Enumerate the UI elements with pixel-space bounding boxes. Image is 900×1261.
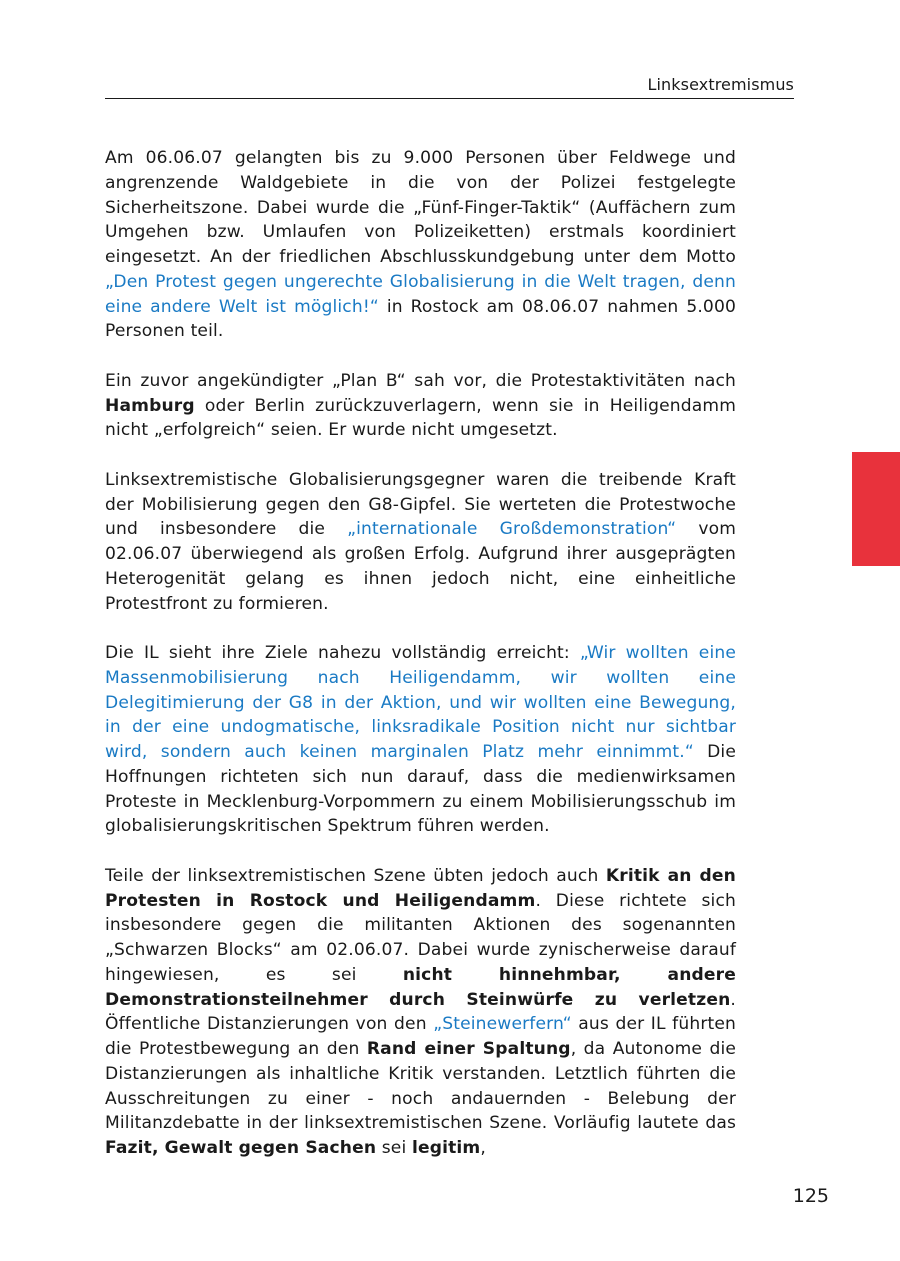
text-run: Die Hoffnungen richteten sich nun darauf, dass die medienwirksamen Proteste in Mecklenburg-Vorpommern zu einem Mobilisierungsschub im globalisierungskritischen Spektrum führen werden. [105,742,736,837]
paragraph [105,146,736,344]
running-header: Linksextremismus [647,75,794,94]
text-run: . Öffentliche Distanzierungen von den [105,989,736,1035]
quoted-text: „Wir wollten eine Massenmobilisierung nach Heiligendamm, wir wollten eine Delegitimierung der G8 in der Aktion, und wir wollten eine Bewegung, in der eine undogmatische, linksradikale Position nicht nur sichtbar wird, sondern auch keinen marginalen Platz mehr einnimmt.“ [105,643,737,762]
text-run: Am 06.06.07 gelangten bis zu 9.000 Personen über Feldwege und angrenzende Waldgebiete in die von der Polizei festgelegte Sicherheitszone. Dabei wurde die „Fünf-Finger-Taktik“ (Auffächern zum Umgehen bzw. Umlaufen von Polizeiketten) erstmals koordiniert eingesetzt. An der friedlichen Abschlusskundgebung unter dem Motto [105,148,736,267]
body-text [105,146,736,1161]
emphasized-text: Rand einer Spaltung [366,1039,571,1059]
emphasized-text: Fazit, Gewalt gegen Sachen [105,1138,377,1158]
emphasized-text: nicht hinnehmbar, andere Demonstrationsteilnehmer durch Steinwürfe zu verletzen [105,964,736,1010]
header-rule [105,98,794,99]
emphasized-text: legitim [411,1138,481,1158]
emphasized-text: Kritik an den Protesten in Rostock und Heiligendamm [105,865,736,911]
paragraph [105,641,736,839]
quoted-text: „internationale Großdemonstration“ [347,519,677,540]
paragraph [105,468,736,617]
chapter-tab-marker [852,452,900,566]
text-run: in Rostock am 08.06.07 nahmen 5.000 Personen teil. [105,296,736,342]
emphasized-text: Hamburg [105,395,195,416]
text-run: , [480,1138,486,1158]
quoted-text: „Steinewerfern“ [433,1014,572,1035]
text-run: Ein zuvor angekündigter „Plan B“ sah vor, die Protestaktivitäten nach [105,370,736,391]
text-run: Die IL sieht ihre Ziele nahezu vollständig erreicht: [105,643,580,663]
paragraph [105,864,736,1161]
text-run: vom 02.06.07 überwiegend als großen Erfolg. Aufgrund ihrer ausgeprägten Heterogenität gelang es ihnen jedoch nicht, eine einheitliche Protestfront zu formieren. [105,519,736,614]
text-run: , da Autonome die Distanzierungen als inhaltliche Kritik verstanden. Letztlich führten die Ausschreitungen zu einer - noch andauernden - Belebung der Militanzdebatte in der linksextremistischen Szene. Vorläufig lautete das [105,1039,737,1134]
text-run: Teile der linksextremistischen Szene übten jedoch auch [105,865,606,886]
text-run: Linksextremistische Globalisierungsgegner waren die treibende Kraft der Mobilisierung gegen den G8-Gipfel. Sie werteten die Protestwoche und insbesondere die [105,469,736,540]
text-run: sei [376,1138,412,1158]
quoted-text: „Den Protest gegen ungerechte Globalisierung in die Welt tragen, denn eine andere Welt ist möglich!“ [105,271,736,317]
text-run: oder Berlin zurückzuverlagern, wenn sie in Heiligendamm nicht „erfolgreich“ seien. Er wurde nicht umgesetzt. [105,395,736,441]
paragraph [105,369,736,443]
text-run: . Diese richtete sich insbesondere gegen die militanten Aktionen des sogenannten „Schwarzen Blocks“ am 02.06.07. Dabei wurde zynischerweise darauf hingewiesen, es sei [105,890,736,985]
page-number: 125 [792,1185,829,1207]
text-run: aus der IL führten die Protestbewegung an den [105,1014,737,1059]
